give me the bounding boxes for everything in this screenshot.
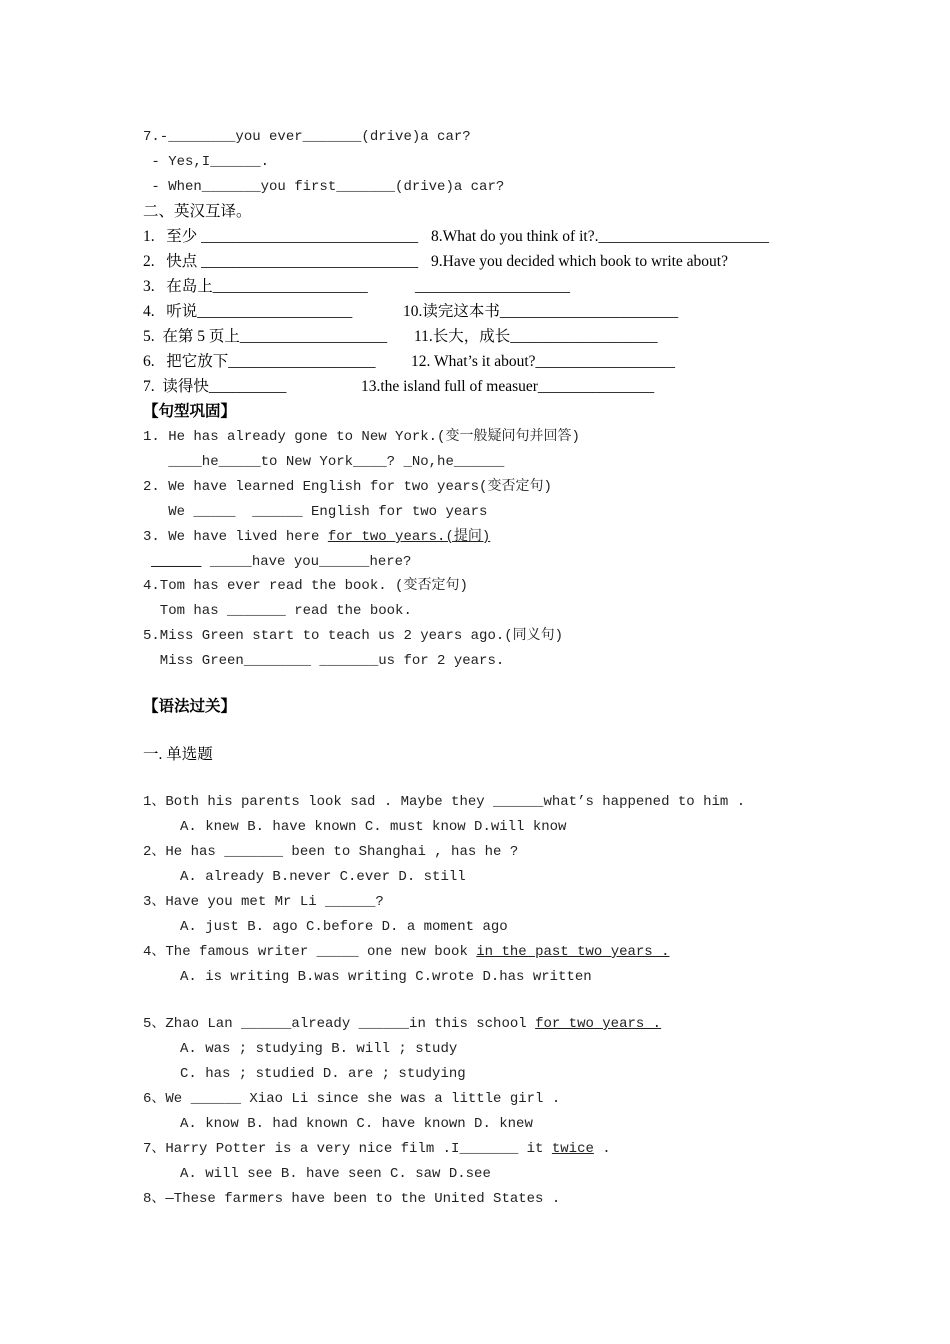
sentence-q2: 2. We have learned English for two years(变否定句) (143, 479, 552, 495)
top-line-2: - Yes,I______. (143, 154, 270, 170)
translation-item-right: 13.the island full of measuer_______________ (361, 378, 655, 395)
grammar-q1-options: A. knew B. have known C. must know D.will know (180, 819, 567, 835)
section-translation-heading: 二、英汉互译。 (143, 203, 252, 220)
grammar-q7-text: 7、Harry Potter is a very nice film .I_______ it (143, 1141, 552, 1157)
translation-item-left: 5. 在第 5 页上___________________ (143, 328, 388, 345)
sentence-q1-answer: ____he_____to New York____? _No,he______ (143, 454, 505, 470)
translation-item-left: 2. 快点 ____________________________ (143, 253, 419, 270)
translation-item-left: 6. 把它放下___________________ (143, 353, 376, 370)
grammar-q4-options: A. is writing B.was writing C.wrote D.has written (180, 969, 592, 985)
grammar-section-heading: 【语法过关】 (143, 698, 237, 715)
grammar-q7-underlined: twice (551, 1141, 594, 1157)
sentence-q5-answer: Miss Green________ _______us for 2 years. (143, 653, 505, 669)
sentence-q2-answer: We _____ ______ English for two years (143, 504, 488, 520)
sentence-q3-text: 3. We have lived here (143, 529, 328, 545)
translation-item-left: 1. 至少 ____________________________ (143, 228, 419, 245)
grammar-q7-options: A. will see B. have seen C. saw D.see (180, 1166, 491, 1182)
sentence-q1: 1. He has already gone to New York.(变一般疑问句并回答) (143, 429, 580, 445)
grammar-q8: 8、—These farmers have been to the United States . (143, 1191, 561, 1207)
sentence-q4-answer: Tom has _______ read the book. (143, 603, 412, 619)
translation-item-right: 9.Have you decided which book to write about? (431, 253, 728, 270)
grammar-q5-options-1: A. was ; studying B. will ; study (180, 1041, 458, 1057)
translation-item-left: 3. 在岛上____________________ (143, 278, 368, 295)
grammar-q1: 1、Both his parents look sad . Maybe they ______what’s happened to him . (143, 794, 746, 810)
grammar-q4 (143, 942, 670, 962)
translation-item-left: 7. 读得快__________ (143, 378, 287, 395)
sentence-q3-answer-text: _____have you______here? (201, 554, 412, 570)
translation-item-right: 11.长大，成长___________________ (414, 328, 658, 345)
grammar-q5 (143, 1014, 661, 1034)
grammar-q2-options: A. already B.never C.ever D. still (180, 869, 466, 885)
grammar-q7 (143, 1139, 611, 1159)
grammar-q4-text: 4、The famous writer _____ one new book (143, 944, 477, 960)
grammar-subheading: 一. 单选题 (143, 746, 213, 763)
translation-item-right: ____________________ (415, 278, 570, 295)
sentence-section-heading: 【句型巩固】 (143, 403, 237, 420)
sentence-q4: 4.Tom has ever read the book. (变否定句) (143, 578, 468, 594)
translation-item-right: 8.What do you think of it?.______________________ (431, 228, 769, 245)
translation-item-left: 4. 听说____________________ (143, 303, 353, 320)
grammar-q5-text: 5、Zhao Lan ______already ______in this school (143, 1016, 536, 1032)
grammar-q3-options: A. just B. ago C.before D. a moment ago (180, 919, 508, 935)
sentence-q3 (143, 527, 490, 547)
translation-item-right: 10.读完这本书_______________________ (403, 303, 679, 320)
grammar-q6-options: A. know B. had known C. have known D. knew (180, 1116, 533, 1132)
sentence-q3-blank: ______ (151, 554, 202, 570)
grammar-q6: 6、We ______ Xiao Li since she was a little girl . (143, 1091, 561, 1107)
grammar-q7-end: . (593, 1141, 611, 1157)
grammar-q5-options-2: C. has ; studied D. are ; studying (180, 1066, 466, 1082)
sentence-q5: 5.Miss Green start to teach us 2 years ago.(同义句) (143, 628, 564, 644)
translation-item-right: 12. What’s it about?__________________ (411, 353, 676, 370)
sentence-q3-underlined: for two years.(提问) (327, 529, 491, 545)
grammar-q5-underlined: for two years . (535, 1016, 662, 1032)
top-line-3: - When_______you first_______(drive)a car? (143, 179, 505, 195)
sentence-q3-answer (151, 552, 411, 572)
grammar-q4-underlined: in the past two years . (476, 944, 670, 960)
grammar-q3: 3、Have you met Mr Li ______? (143, 894, 384, 910)
grammar-q2: 2、He has _______ been to Shanghai , has he ? (143, 844, 519, 860)
top-line-1: 7.-________you ever_______(drive)a car? (143, 129, 471, 145)
